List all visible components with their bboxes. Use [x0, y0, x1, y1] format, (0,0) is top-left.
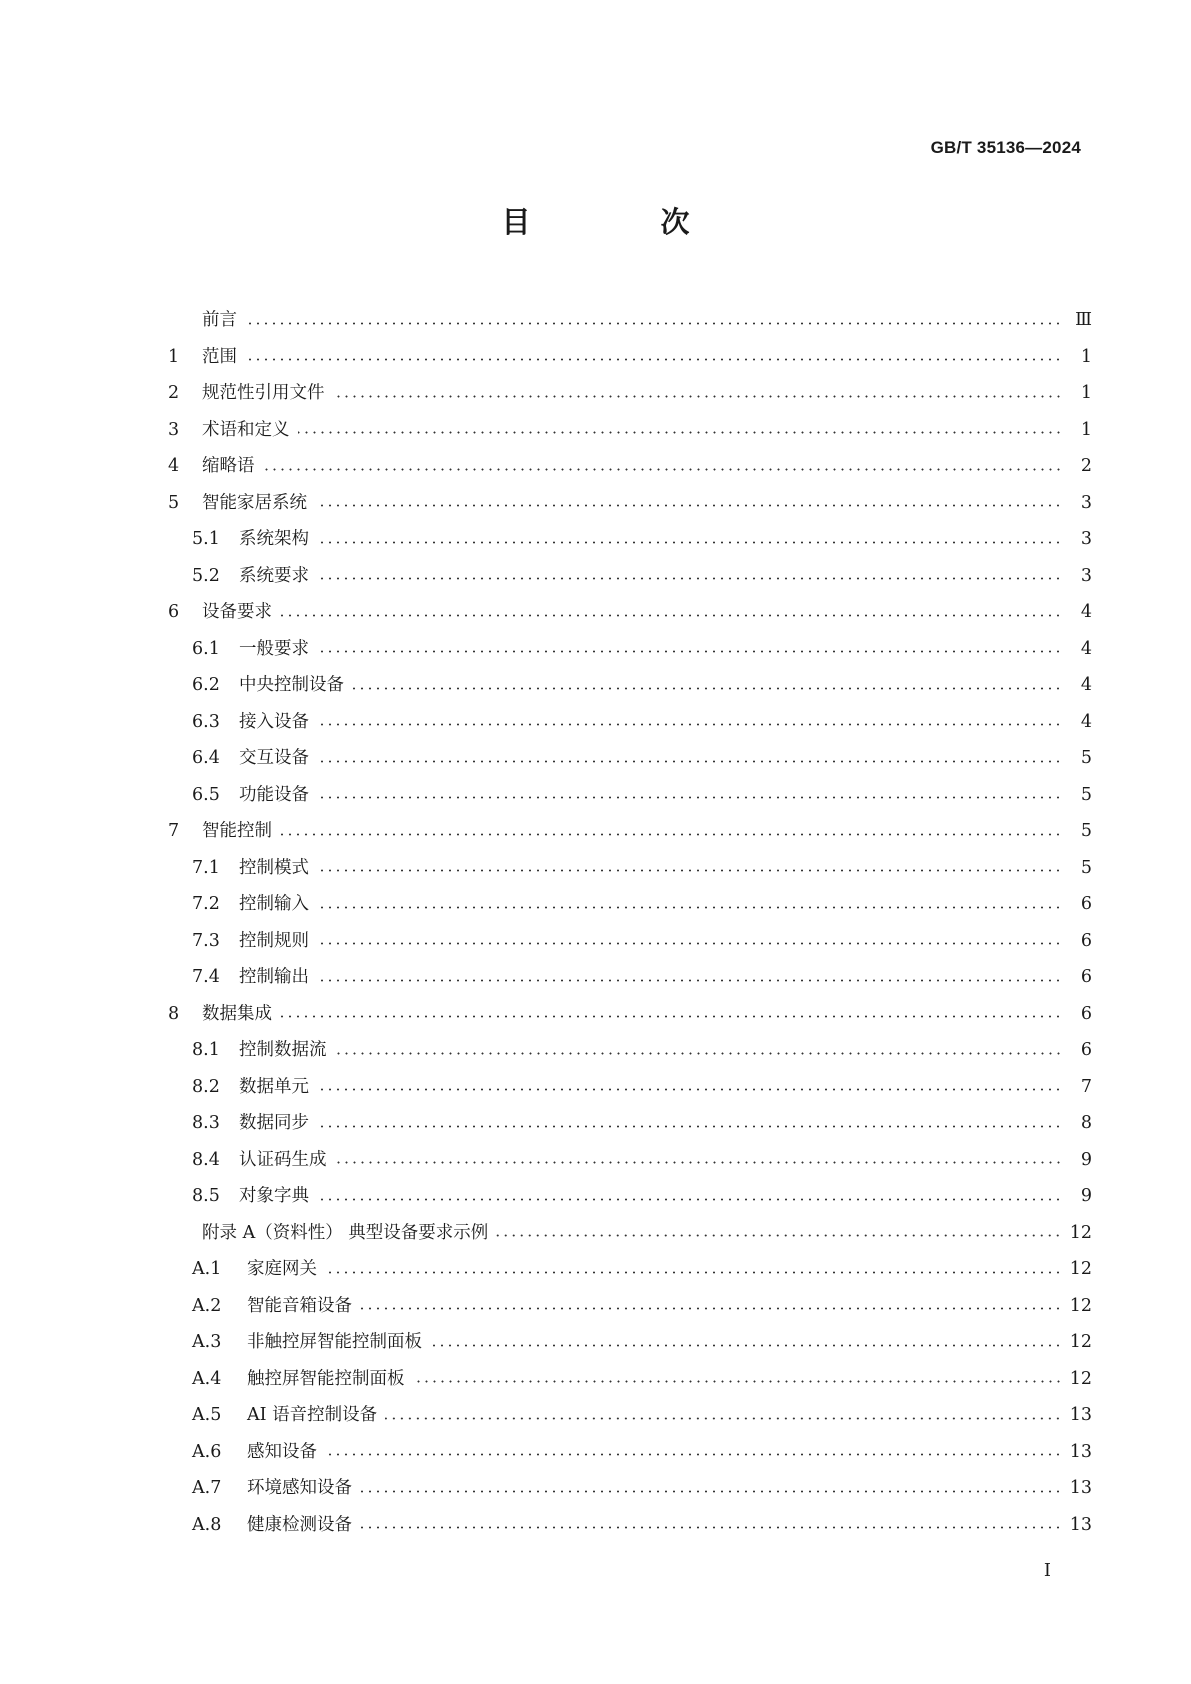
toc-entry-number: 8.1: [192, 1040, 220, 1061]
toc-entry-title: 缩略语: [202, 456, 255, 477]
toc-title: 目 次: [501, 205, 750, 239]
toc-entry[interactable]: [168, 923, 1092, 960]
dot-leader: [325, 1453, 1062, 1456]
toc-entry-number: 8.2: [192, 1076, 220, 1097]
toc-entry-title: 触控屏智能控制面板: [247, 1368, 405, 1389]
toc-entry-number: 8.3: [192, 1113, 220, 1134]
toc-entry-number: A.6: [192, 1441, 222, 1462]
dot-leader: [317, 723, 1062, 726]
toc-entry-title: 健康检测设备: [247, 1514, 352, 1535]
toc-entry-page: 1: [1080, 419, 1092, 440]
dot-leader: [317, 796, 1062, 799]
toc-entry-title: 接入设备: [239, 711, 309, 732]
toc-entry-title: 非触控屏智能控制面板: [247, 1332, 422, 1353]
toc-entry[interactable]: [168, 813, 1092, 850]
toc-entry[interactable]: [168, 996, 1092, 1033]
toc-entry-page: 6: [1080, 967, 1092, 988]
toc-entry-page: 3: [1080, 565, 1092, 586]
toc-entry-title: 控制规则: [239, 930, 309, 951]
toc-entry[interactable]: [168, 1251, 1092, 1288]
toc-entry-title: 设备要求: [202, 602, 272, 623]
toc-entry[interactable]: [168, 850, 1092, 887]
toc-entry[interactable]: [168, 1069, 1092, 1106]
toc-entry-title: 范围: [202, 346, 237, 367]
toc-entry-page: 5: [1080, 821, 1092, 842]
toc-entry-number: 6.3: [192, 711, 220, 732]
dot-leader: [413, 1380, 1063, 1383]
toc-entry-title: 数据单元: [239, 1076, 309, 1097]
toc-entry-number: 5.2: [192, 565, 220, 586]
toc-entry-title: 功能设备: [239, 784, 309, 805]
toc-entry-title: 控制数据流: [239, 1040, 327, 1061]
dot-leader: [360, 1490, 1062, 1493]
dot-leader: [317, 577, 1062, 580]
standard-code: GB/T 35136—2024: [930, 138, 1081, 157]
toc-entry-title: 控制模式: [239, 857, 309, 878]
toc-entry-title: 规范性引用文件: [202, 383, 325, 404]
toc-entry[interactable]: [168, 485, 1092, 522]
toc-entry-page: 4: [1080, 711, 1092, 732]
toc-entry-title: 数据集成: [202, 1003, 272, 1024]
toc-entry-title: 附录 A（资料性） 典型设备要求示例: [202, 1222, 489, 1243]
toc-entry-page: 5: [1080, 784, 1092, 805]
toc-entry[interactable]: [168, 558, 1092, 595]
toc-entry[interactable]: [168, 1288, 1092, 1325]
toc-entry-title: 系统要求: [239, 565, 309, 586]
toc-entry[interactable]: [168, 375, 1092, 412]
toc-entry-title: 数据同步: [239, 1113, 309, 1134]
dot-leader: [352, 687, 1062, 690]
toc-entry[interactable]: [168, 594, 1092, 631]
dot-leader: [317, 906, 1062, 909]
toc-entry-page: 8: [1080, 1113, 1092, 1134]
toc-entry[interactable]: [168, 1434, 1092, 1471]
dot-leader: [317, 541, 1062, 544]
toc-entry[interactable]: [168, 667, 1092, 704]
toc-entry-number: 7.2: [192, 894, 220, 915]
toc-entry-page: 12: [1069, 1368, 1092, 1389]
toc-entry-number: A.5: [192, 1405, 222, 1426]
toc-entry[interactable]: [168, 886, 1092, 923]
toc-entry-page: 6: [1080, 930, 1092, 951]
toc-entry-title: 系统架构: [239, 529, 309, 550]
toc-entry-title: 家庭网关: [247, 1259, 317, 1280]
toc-entry-number: 2: [168, 383, 180, 404]
toc-entry-number: 6.1: [192, 638, 220, 659]
toc-entry-page: 3: [1080, 492, 1092, 513]
toc-entry[interactable]: [168, 521, 1092, 558]
toc-entry-number: 7.4: [192, 967, 220, 988]
toc-entry-number: 6: [168, 602, 180, 623]
toc-entry-page: 13: [1069, 1478, 1092, 1499]
dot-leader: [280, 614, 1062, 617]
dot-leader: [263, 468, 1063, 471]
toc-entry-number: 5.1: [192, 529, 220, 550]
toc-entry-number: A.1: [192, 1259, 222, 1280]
toc-entry-number: A.3: [192, 1332, 222, 1353]
toc-entry-page: 5: [1080, 857, 1092, 878]
toc-entry-page: 6: [1080, 1003, 1092, 1024]
toc-entry-page: 12: [1069, 1332, 1092, 1353]
dot-leader: [280, 833, 1062, 836]
toc-entry-page: 1: [1080, 346, 1092, 367]
toc-entry[interactable]: [168, 1324, 1092, 1361]
toc-entry-number: 6.2: [192, 675, 220, 696]
table-of-contents: [168, 302, 1092, 1543]
toc-entry-number: A.7: [192, 1478, 222, 1499]
toc-entry[interactable]: [168, 1361, 1092, 1398]
dot-leader: [317, 1198, 1062, 1201]
toc-entry-number: 4: [168, 456, 180, 477]
toc-entry-number: 6.4: [192, 748, 220, 769]
toc-entry-title: 智能家居系统: [202, 492, 307, 513]
dot-leader: [360, 1526, 1062, 1529]
toc-entry-page: 12: [1069, 1222, 1092, 1243]
toc-entry-number: A.4: [192, 1368, 222, 1389]
toc-entry-page: 3: [1080, 529, 1092, 550]
dot-leader: [245, 358, 1062, 361]
page-number: Ⅰ: [1043, 1560, 1051, 1581]
dot-leader: [335, 1052, 1063, 1055]
dot-leader: [315, 504, 1062, 507]
toc-entry-title: 中央控制设备: [239, 675, 344, 696]
toc-entry-page: 2: [1080, 456, 1092, 477]
toc-entry[interactable]: [168, 1215, 1092, 1252]
toc-entry-page: 7: [1080, 1076, 1092, 1097]
toc-entry-title: 感知设备: [247, 1441, 317, 1462]
toc-entry[interactable]: [168, 1105, 1092, 1142]
dot-leader: [317, 650, 1062, 653]
toc-entry-page: 13: [1069, 1405, 1092, 1426]
dot-leader: [298, 431, 1063, 434]
dot-leader: [317, 942, 1062, 945]
toc-entry[interactable]: [168, 740, 1092, 777]
toc-entry-title: 交互设备: [239, 748, 309, 769]
toc-entry-page: 13: [1069, 1441, 1092, 1462]
toc-entry-page: 4: [1080, 675, 1092, 696]
toc-entry-title: 控制输出: [239, 967, 309, 988]
toc-entry[interactable]: [168, 1142, 1092, 1179]
toc-entry-number: 6.5: [192, 784, 220, 805]
toc-entry-page: 4: [1080, 602, 1092, 623]
toc-entry-title: 一般要求: [239, 638, 309, 659]
toc-entry-page: 13: [1069, 1514, 1092, 1535]
toc-entry-number: 8.5: [192, 1186, 220, 1207]
toc-entry[interactable]: [168, 448, 1092, 485]
toc-entry-title: 控制输入: [239, 894, 309, 915]
toc-entry-number: 1: [168, 346, 180, 367]
dot-leader: [496, 1234, 1062, 1237]
toc-entry[interactable]: [168, 1178, 1092, 1215]
toc-entry-title: AI 语音控制设备: [247, 1405, 378, 1426]
toc-entry-page: 4: [1080, 638, 1092, 659]
toc-entry-title: 智能音箱设备: [247, 1295, 352, 1316]
toc-entry-page: Ⅲ: [1075, 310, 1092, 331]
dot-leader: [317, 979, 1062, 982]
toc-entry-title: 认证码生成: [239, 1149, 327, 1170]
dot-leader: [317, 1088, 1062, 1091]
dot-leader: [317, 1125, 1062, 1128]
toc-entry[interactable]: [168, 704, 1092, 741]
toc-entry-number: 5: [168, 492, 180, 513]
dot-leader: [385, 1417, 1062, 1420]
toc-entry-number: 8.4: [192, 1149, 220, 1170]
dot-leader: [335, 1161, 1063, 1164]
dot-leader: [360, 1307, 1062, 1310]
dot-leader: [333, 395, 1063, 398]
toc-entry-number: 8: [168, 1003, 180, 1024]
toc-entry[interactable]: [168, 302, 1092, 339]
toc-entry-number: A.2: [192, 1295, 222, 1316]
toc-entry[interactable]: [168, 959, 1092, 996]
toc-entry-title: 对象字典: [239, 1186, 309, 1207]
toc-entry-page: 5: [1080, 748, 1092, 769]
toc-entry-page: 6: [1080, 1040, 1092, 1061]
dot-leader: [317, 869, 1062, 872]
toc-entry[interactable]: [168, 631, 1092, 668]
toc-entry-number: 7: [168, 821, 180, 842]
toc-entry-page: 6: [1080, 894, 1092, 915]
toc-entry-title: 智能控制: [202, 821, 272, 842]
toc-entry-number: A.8: [192, 1514, 222, 1535]
toc-entry[interactable]: [168, 1397, 1092, 1434]
toc-entry[interactable]: [168, 412, 1092, 449]
toc-entry-title: 前言: [202, 310, 237, 331]
toc-entry-number: 3: [168, 419, 180, 440]
dot-leader: [325, 1271, 1062, 1274]
toc-entry-number: 7.3: [192, 930, 220, 951]
toc-entry[interactable]: [168, 339, 1092, 376]
dot-leader: [317, 760, 1062, 763]
toc-entry-page: 9: [1080, 1149, 1092, 1170]
dot-leader: [280, 1015, 1062, 1018]
toc-entry-page: 9: [1080, 1186, 1092, 1207]
dot-leader: [245, 322, 1062, 325]
toc-entry-page: 1: [1080, 383, 1092, 404]
toc-entry-number: 7.1: [192, 857, 220, 878]
dot-leader: [430, 1344, 1062, 1347]
toc-entry[interactable]: [168, 1507, 1092, 1544]
toc-entry[interactable]: [168, 1032, 1092, 1069]
toc-entry-page: 12: [1069, 1295, 1092, 1316]
toc-entry-title: 环境感知设备: [247, 1478, 352, 1499]
toc-entry-title: 术语和定义: [202, 419, 290, 440]
toc-entry[interactable]: [168, 1470, 1092, 1507]
toc-entry-page: 12: [1069, 1259, 1092, 1280]
toc-entry[interactable]: [168, 777, 1092, 814]
